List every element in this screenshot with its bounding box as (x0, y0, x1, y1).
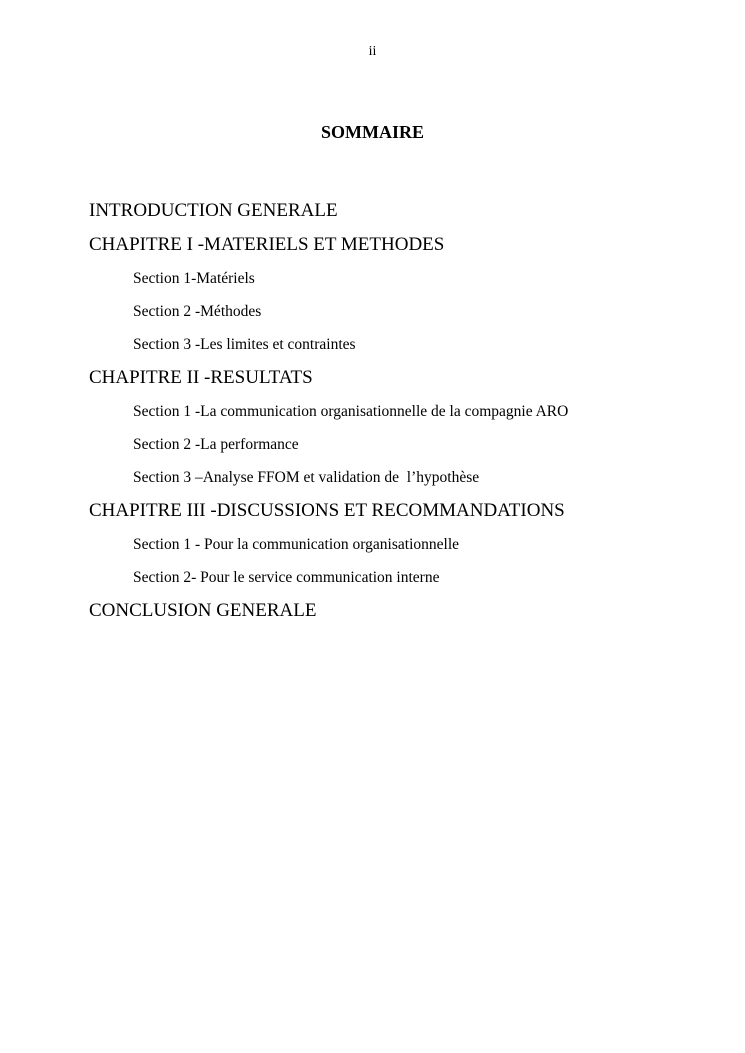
toc-chapter-introduction: INTRODUCTION GENERALE (89, 200, 338, 221)
toc-section-3-2: Section 2- Pour le service communication interne (133, 569, 440, 586)
page-title: SOMMAIRE (321, 122, 424, 142)
table-of-contents (89, 194, 709, 628)
toc-section-2-2: Section 2 -La performance (133, 436, 299, 453)
toc-section-3-1: Section 1 - Pour la communication organisationnelle (133, 536, 460, 553)
toc-section-1-3: Section 3 -Les limites et contraintes (133, 336, 356, 353)
toc-chapter-conclusion: CONCLUSION GENERALE (89, 600, 317, 621)
toc-section-1-2: Section 2 -Méthodes (133, 303, 262, 320)
toc-section-1-1: Section 1-Matériels (133, 270, 255, 287)
toc-chapter-3: CHAPITRE III -DISCUSSIONS ET RECOMMANDATIONS (89, 500, 565, 521)
toc-chapter-1: CHAPITRE I -MATERIELS ET METHODES (89, 234, 445, 255)
toc-section-2-3: Section 3 –Analyse FFOM et validation de l’hypothèse (133, 469, 480, 486)
page-number: ii (368, 44, 377, 59)
toc-chapter-2: CHAPITRE II -RESULTATS (89, 367, 313, 388)
toc-section-2-1: Section 1 -La communication organisationnelle de la compagnie ARO (133, 403, 569, 420)
